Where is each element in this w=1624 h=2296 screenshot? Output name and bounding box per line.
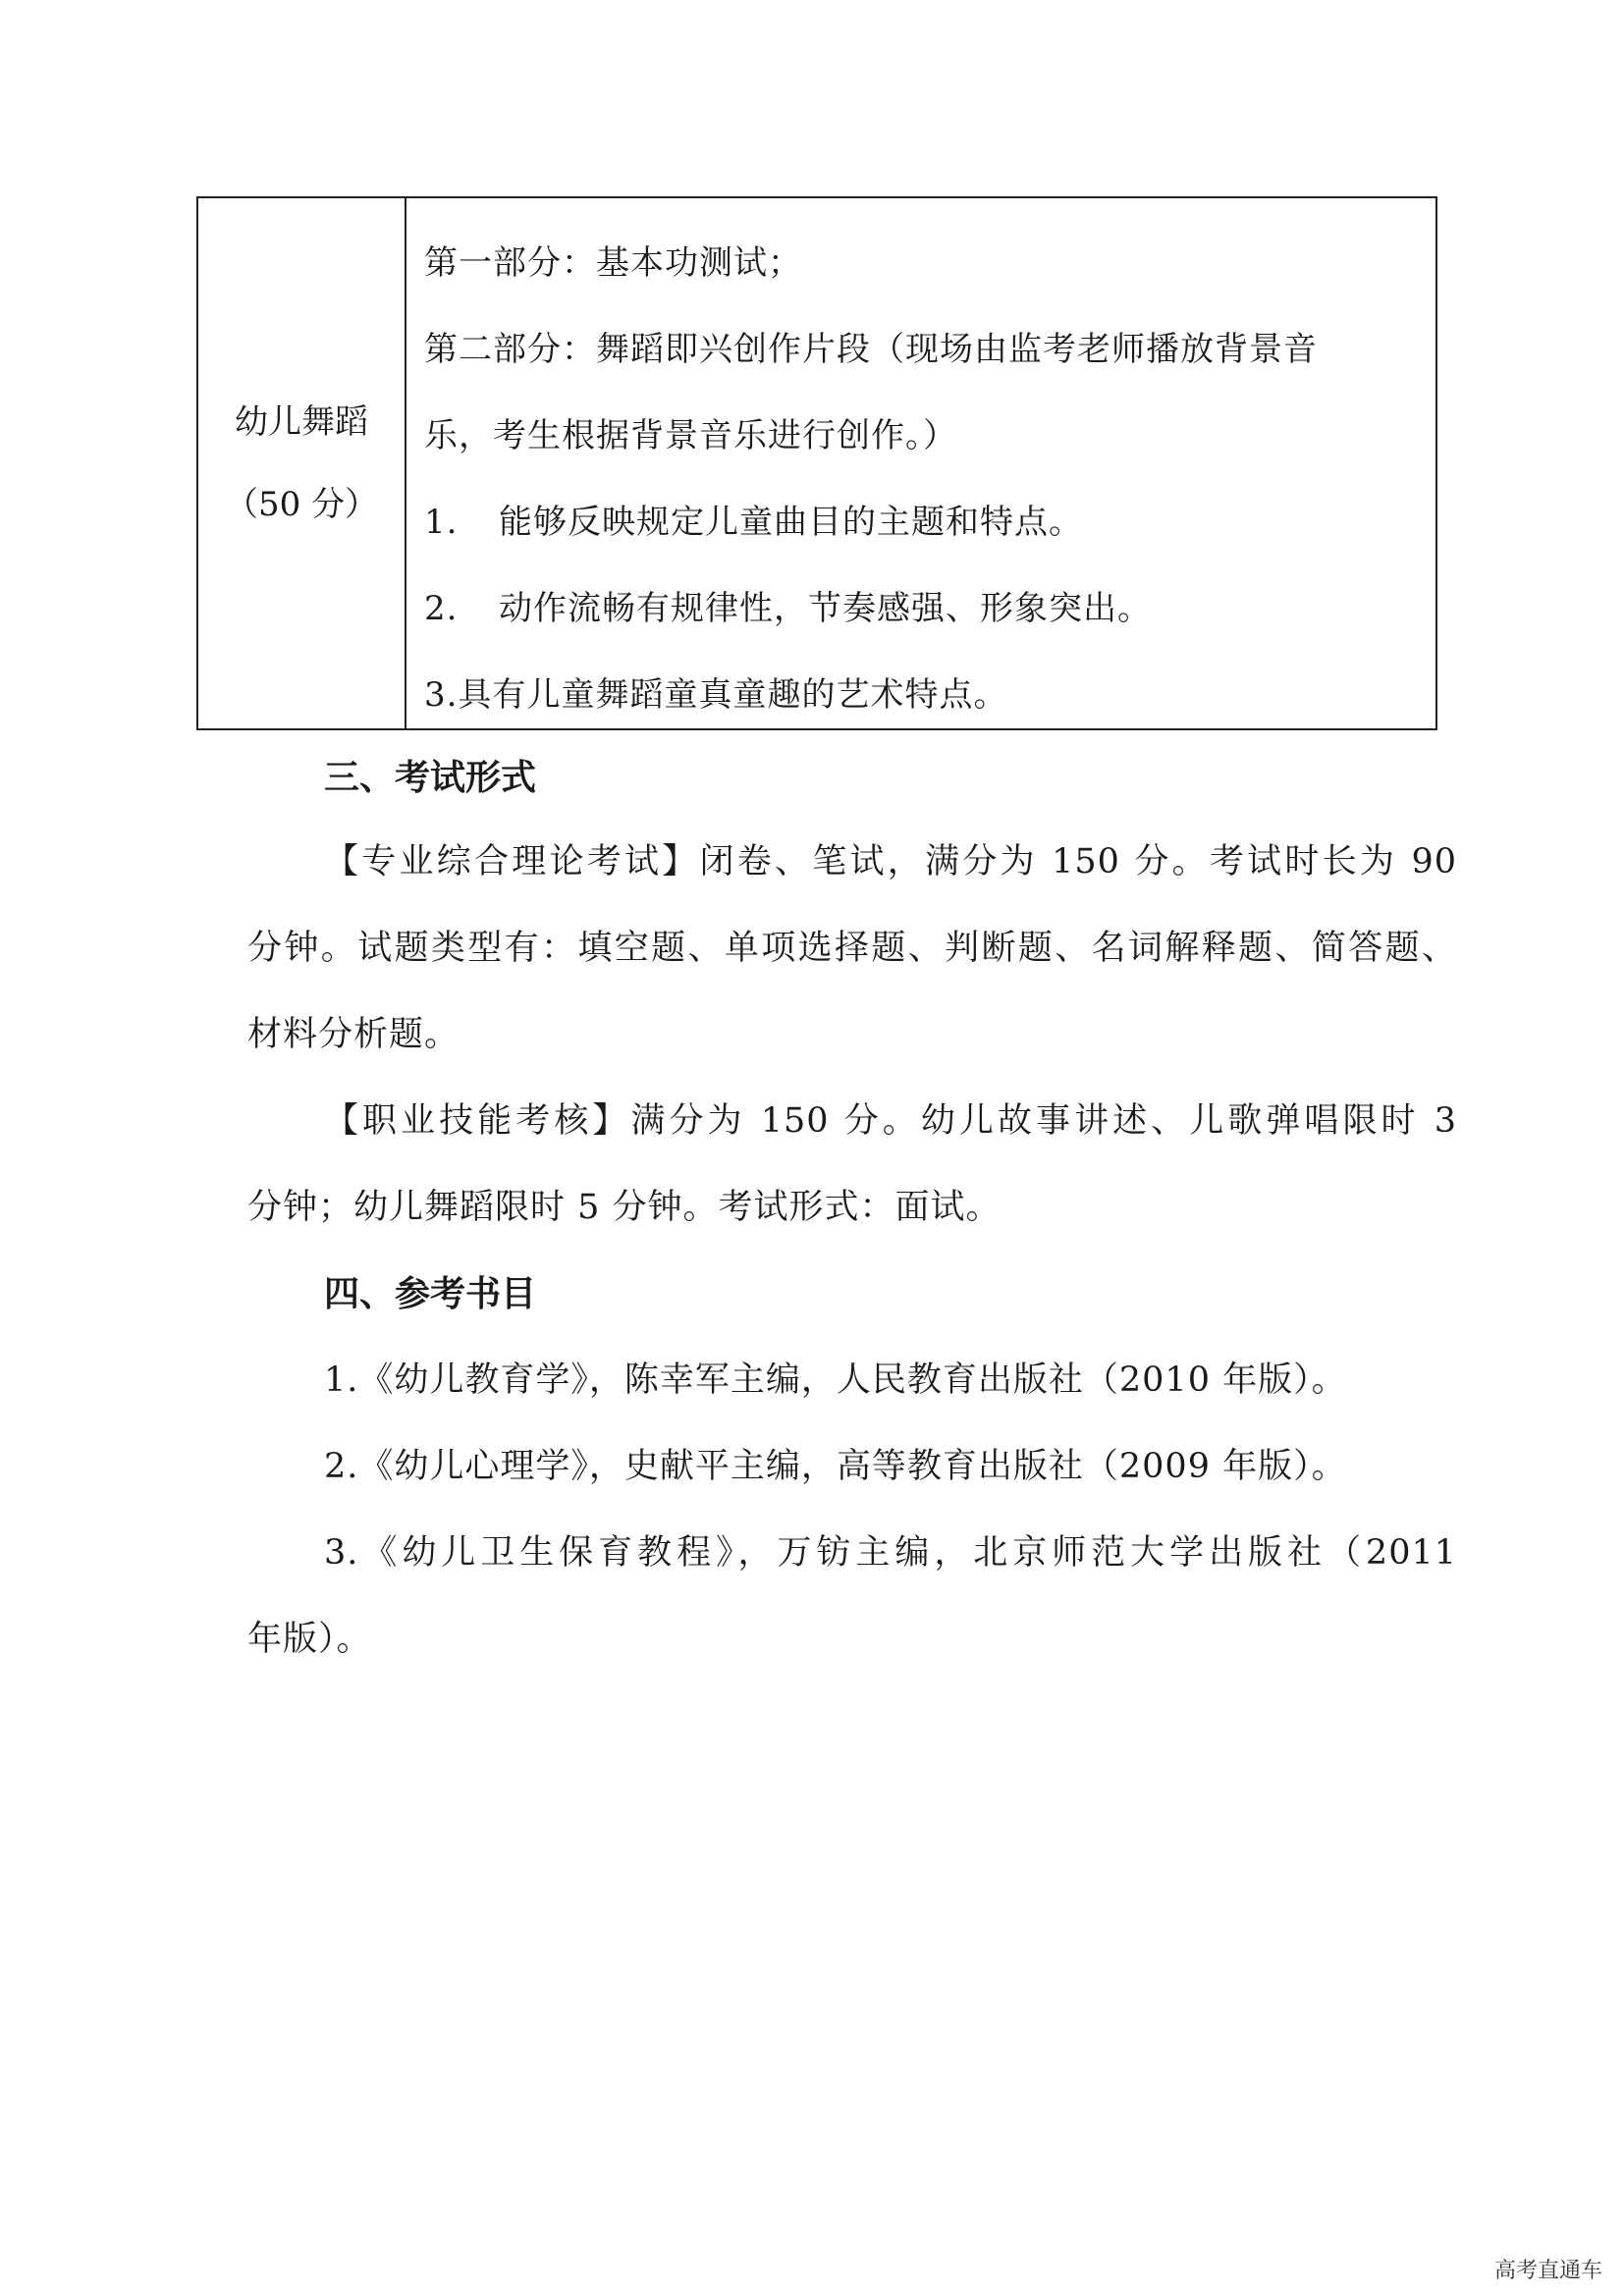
paragraph-line: 【职业技能考核】满分为 150 分。幼儿故事讲述、儿歌弹唱限时 3 bbox=[324, 1101, 1457, 1141]
table-line-2: 第二部分：舞蹈即兴创作片段（现场由监考老师播放背景音 bbox=[424, 330, 1318, 369]
item-number: 1. bbox=[424, 503, 459, 542]
table-item-2 bbox=[424, 565, 1418, 652]
table-line-3: 乐，考生根据背景音乐进行创作。） bbox=[424, 416, 957, 455]
table-line-last: 3.具有儿童舞蹈童真童趣的艺术特点。 bbox=[424, 675, 1008, 715]
watermark: 高考直通车 bbox=[1493, 2259, 1602, 2283]
item-text: 动作流畅有规律性，节奏感强、形象突出。 bbox=[499, 589, 1152, 628]
reference-item-1: 1.《幼儿教育学》，陈幸军主编，人民教育出版社（2010 年版）。 bbox=[324, 1361, 1347, 1400]
category-score: （50 分） bbox=[224, 485, 379, 524]
table-line-1: 第一部分：基本功测试； bbox=[424, 243, 802, 283]
section-heading-references: 四、参考书目 bbox=[324, 1274, 537, 1314]
item-text: 能够反映规定儿童曲目的主题和特点。 bbox=[499, 503, 1083, 542]
dance-score-table bbox=[196, 196, 1437, 730]
category-title: 幼儿舞蹈 bbox=[235, 402, 368, 442]
reference-item-3: 3.《幼儿卫生保育教程》，万钫主编，北京师范大学出版社（2011 bbox=[324, 1533, 1457, 1573]
paragraph-line: 材料分析题。 bbox=[247, 1015, 460, 1054]
item-number: 2. bbox=[424, 589, 459, 628]
paragraph-line: 分钟。试题类型有：填空题、单项选择题、判断题、名词解释题、简答题、 bbox=[247, 929, 1457, 968]
table-item-1 bbox=[424, 479, 1418, 565]
reference-item-2: 2.《幼儿心理学》，史献平主编，高等教育出版社（2009 年版）。 bbox=[324, 1447, 1347, 1486]
paragraph-line: 分钟；幼儿舞蹈限时 5 分钟。考试形式：面试。 bbox=[247, 1188, 1001, 1227]
table-content-cell bbox=[406, 198, 1435, 728]
table-label-cell bbox=[198, 198, 406, 728]
reference-item-3-cont: 年版）。 bbox=[247, 1620, 372, 1659]
section-heading-exam-format: 三、考试形式 bbox=[324, 758, 537, 798]
paragraph-line: 【专业综合理论考试】闭卷、笔试，满分为 150 分。考试时长为 90 bbox=[324, 842, 1457, 881]
